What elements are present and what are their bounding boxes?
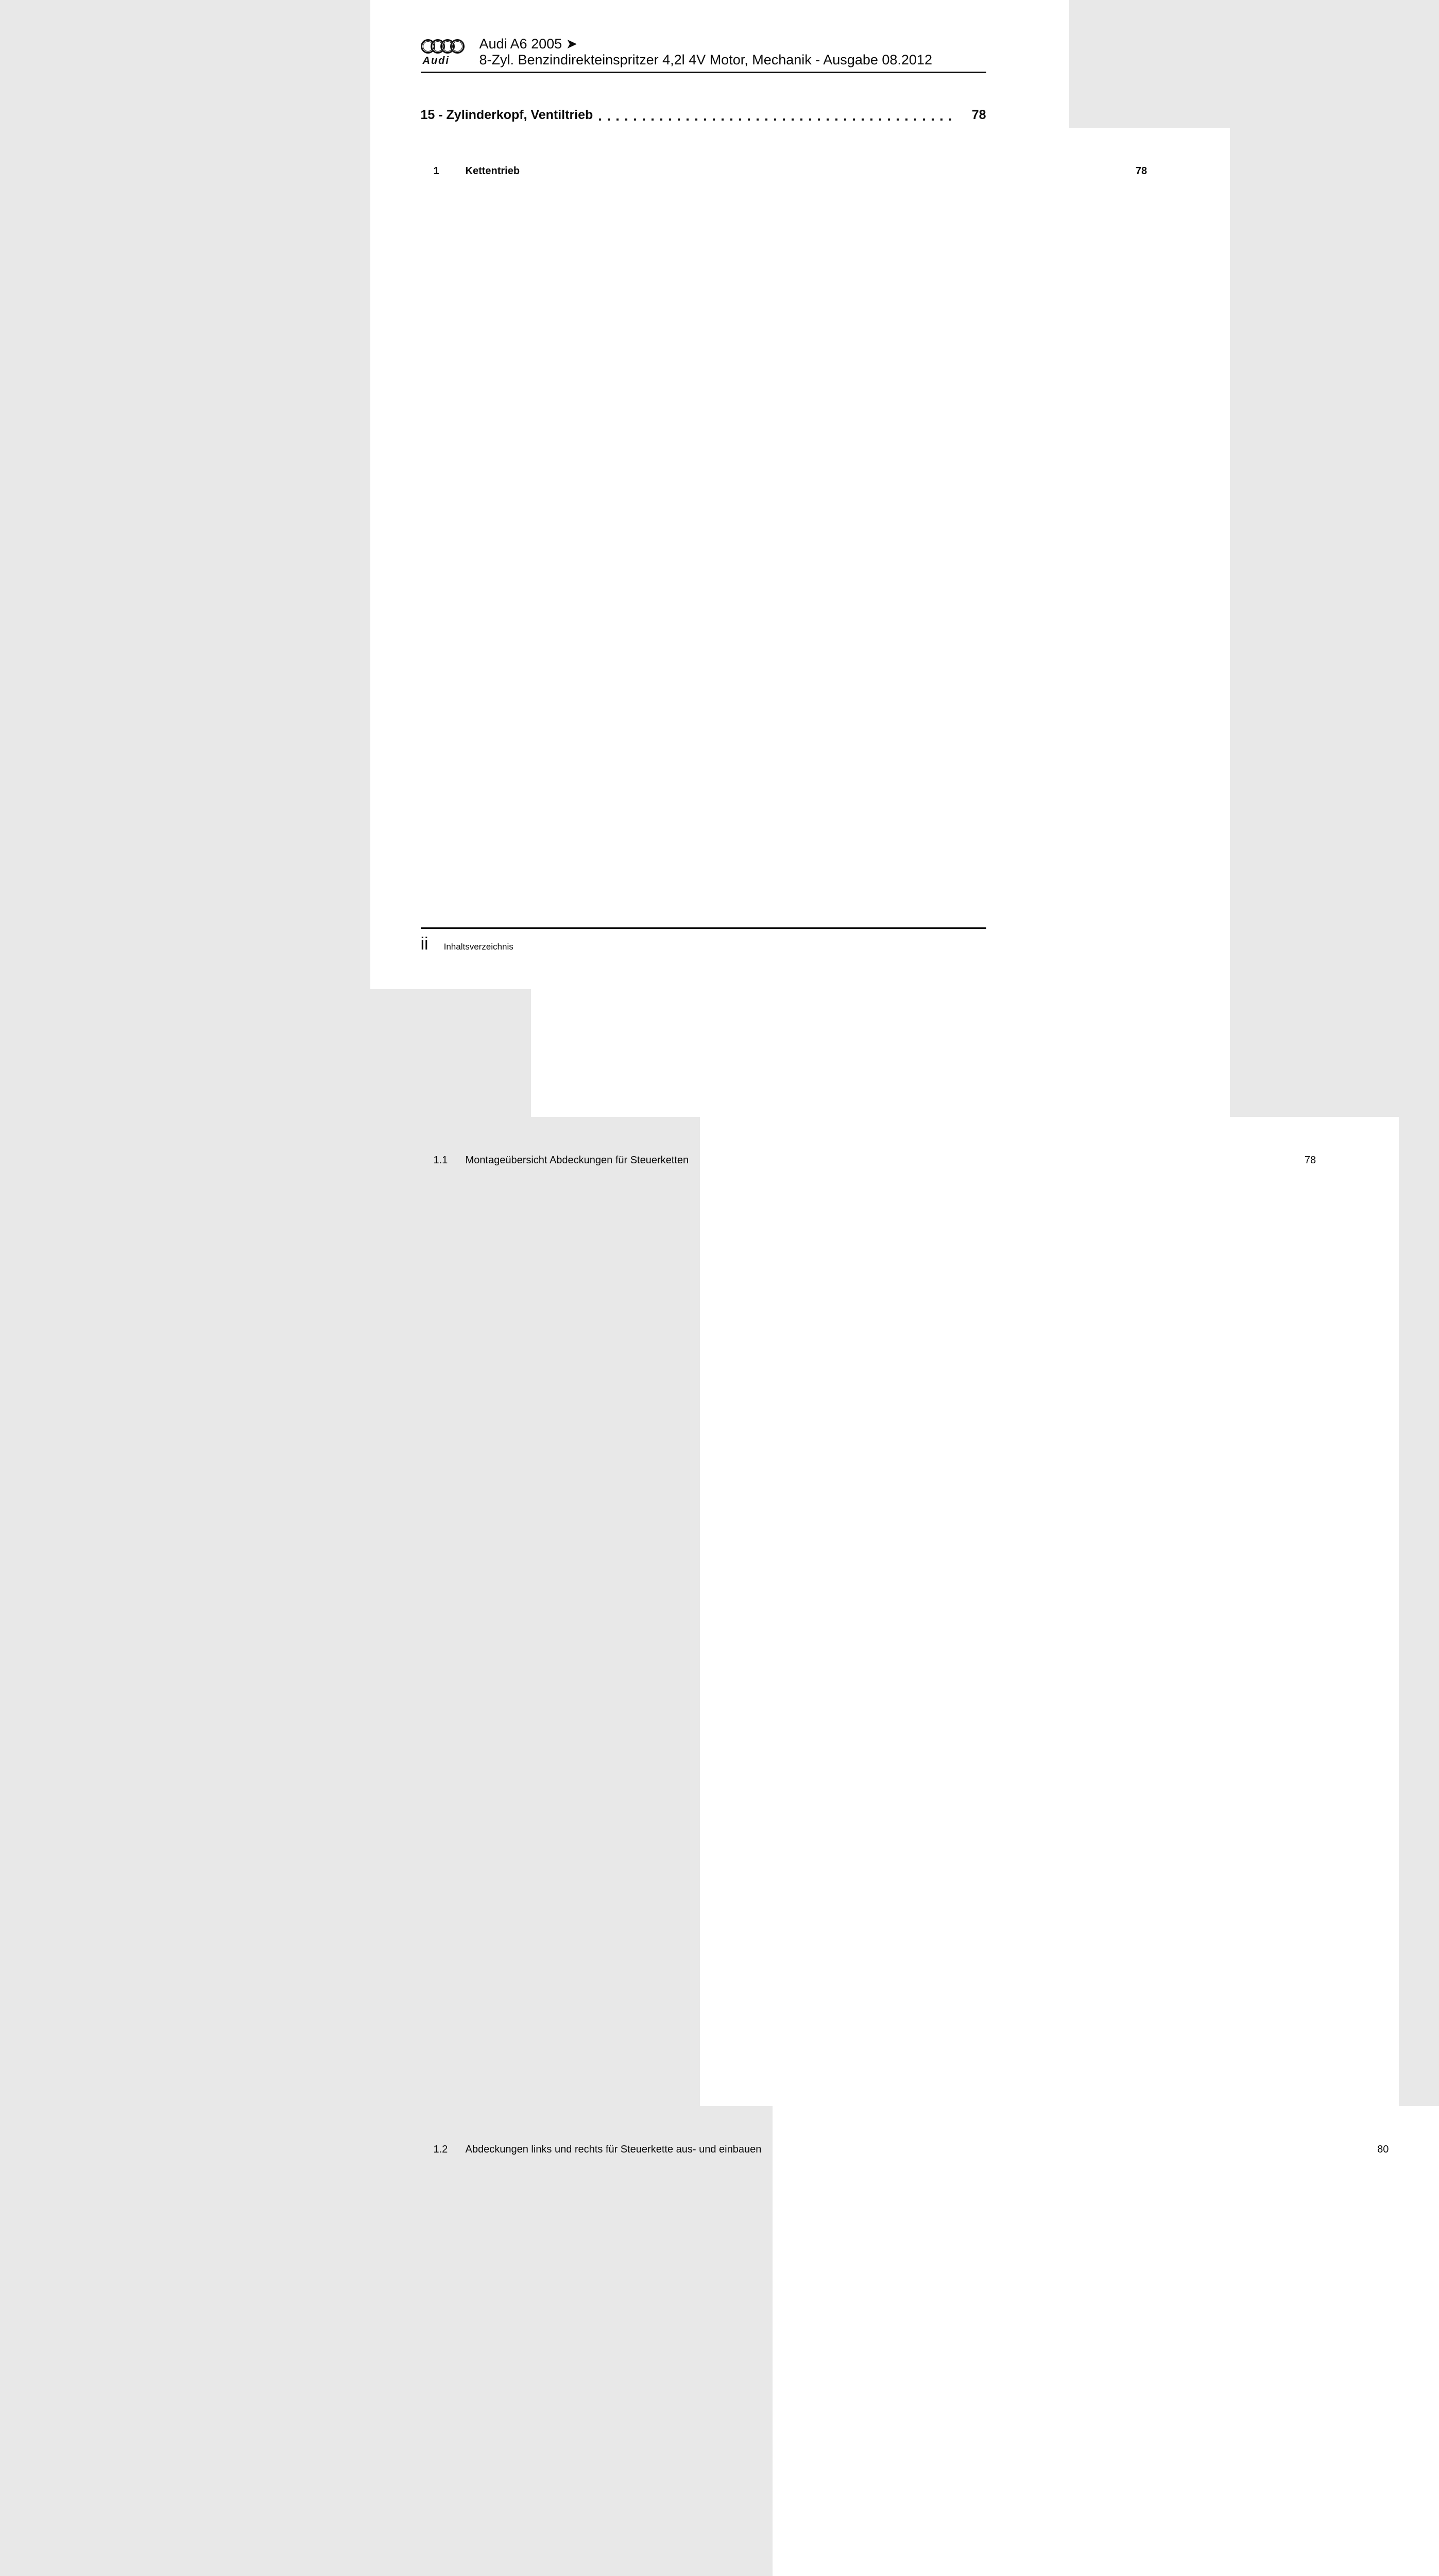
toc-entry-title: Montageübersicht Abdeckungen für Steuerketten bbox=[465, 1155, 689, 1166]
toc-row bbox=[421, 1117, 1316, 2106]
toc-section-title: 15 - Zylinderkopf, Ventiltrieb bbox=[420, 108, 593, 122]
toc-section-header bbox=[421, 106, 986, 124]
audi-ring-icon bbox=[450, 39, 465, 54]
header-subtitle-line: 8-Zyl. Benzindirekteinspritzer 4,2l 4V Motor, Mechanik - Ausgabe 08.2012 bbox=[479, 52, 932, 67]
audi-rings-icon bbox=[421, 39, 470, 54]
footer-page-number: ii bbox=[420, 934, 429, 954]
toc-entry-page: 78 bbox=[531, 128, 1230, 1117]
toc-section-page: 78 bbox=[971, 108, 986, 122]
toc-row bbox=[421, 2106, 1389, 2576]
toc-entry-number: 1.2 bbox=[433, 2144, 448, 2155]
toc-entry-number: 1.1 bbox=[433, 1155, 448, 1166]
manual-toc-page bbox=[370, 0, 1389, 2155]
toc-section bbox=[420, 106, 1389, 2576]
dot-leader-icon bbox=[599, 118, 952, 121]
audi-logo bbox=[421, 36, 470, 67]
toc-entry-title: Kettentrieb bbox=[465, 165, 520, 177]
header-rule bbox=[421, 72, 986, 73]
toc-entry-number: 1 bbox=[433, 165, 439, 177]
page-header bbox=[421, 36, 986, 68]
toc-entry-page: 78 bbox=[700, 1117, 1399, 2106]
header-model-line: Audi A6 2005 ➤ bbox=[479, 36, 578, 52]
audi-wordmark: Audi bbox=[422, 55, 450, 66]
toc bbox=[420, 106, 1389, 2576]
footer-section-label: Inhaltsverzeichnis bbox=[443, 942, 513, 952]
toc-entry-page: 80 bbox=[773, 2106, 1439, 2576]
toc-row bbox=[421, 128, 1147, 1117]
toc-entry-title: Abdeckungen links und rechts für Steuerkette aus- und einbauen bbox=[465, 2144, 762, 2155]
footer-rule bbox=[421, 927, 986, 929]
header-text bbox=[470, 36, 932, 68]
page-footer bbox=[421, 927, 986, 953]
